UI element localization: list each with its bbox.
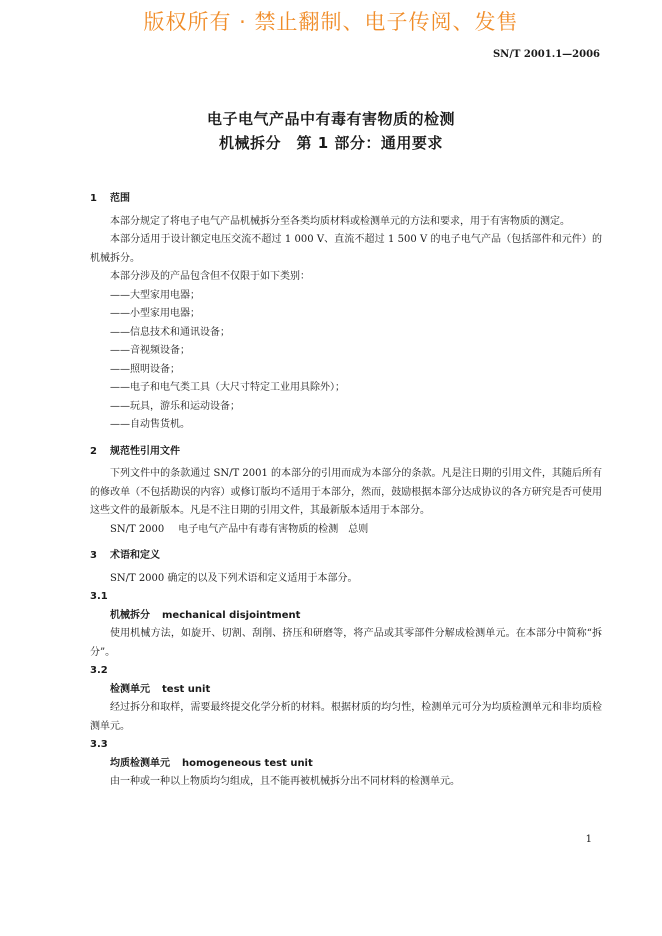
list-item: ——大型家用电器； [110, 289, 200, 301]
term-chinese: 机械拆分 [110, 609, 150, 621]
term-chinese: 均质检测单元 [110, 757, 170, 769]
reference-entry [90, 521, 602, 540]
list-item: ——小型家用电器； [110, 308, 200, 319]
list-item: ——照明设备； [110, 363, 180, 375]
section-title: 术语和定义 [110, 550, 160, 561]
page-number: 1 [585, 834, 592, 845]
list-item: ——音视频设备； [110, 345, 190, 356]
paragraph: 本部分适用于设计额定电压交流不超过 1 000 V、直流不超过 1 500 V 的电子电气产品（包括部件和元件）的机械拆分。 [90, 234, 602, 264]
paragraph: SN/T 2000 确定的以及下列术语和定义适用于本部分。 [110, 572, 358, 584]
term-number: 3.1 [90, 591, 108, 602]
list-item: ——玩具，游乐和运动设备； [110, 400, 240, 412]
term-heading [90, 681, 602, 700]
term-english: mechanical disjointment [162, 609, 301, 621]
section-title: 范围 [110, 193, 130, 204]
reference-code: SN/T 2000 [110, 523, 165, 535]
section-number: 3 [90, 550, 97, 561]
paragraph: 本部分规定了将电子电气产品机械拆分至各类均质材料或检测单元的方法和要求，用于有害物质的测定。 [110, 215, 570, 227]
section-number: 2 [90, 445, 97, 457]
standard-number: SN/T 2001.1—2006 [492, 49, 600, 60]
section-heading [90, 190, 602, 209]
term-number: 3.3 [90, 739, 108, 750]
paragraph: 下列文件中的条款通过 SN/T 2001 的本部分的引用而成为本部分的条款。凡是注日期的引用文件，其随后所有的修改单（不包括勘误的内容）或修订版均不适用于本部分，然而，鼓励根据本部分达成协议的各方研究是否可使用这些文件的最新版本。凡是不注日期的引用文件，其最新版本适用于本部分。 [90, 468, 602, 516]
term-english: homogeneous test unit [182, 757, 313, 769]
term-definition: 经过拆分和取样，需要最终提交化学分析的材料。根据材质的均匀性，检测单元可分为均质检测单元和非均质检测单元。 [90, 702, 602, 732]
reference-title: 电子电气产品中有毒有害物质的检测 总则 [178, 523, 369, 535]
section-title: 规范性引用文件 [110, 445, 180, 457]
document-body [90, 186, 602, 792]
list-item: ——自动售货机。 [110, 419, 190, 430]
term-heading [90, 755, 602, 774]
document-title-line2: 机械拆分 第 1 部分：通用要求 [219, 134, 443, 152]
term-definition: 由一种或一种以上物质均匀组成，且不能再被机械拆分出不同材料的检测单元。 [110, 776, 460, 787]
list-item: ——信息技术和通讯设备； [110, 326, 230, 338]
section-number: 1 [90, 193, 97, 204]
list-item: ——电子和电气类工具（大尺寸特定工业用具除外）； [110, 382, 345, 393]
paragraph: 本部分涉及的产品包含但不仅限于如下类别： [110, 271, 310, 282]
term-heading [90, 607, 602, 626]
term-number: 3.2 [90, 665, 108, 676]
section-heading [90, 443, 602, 462]
term-chinese: 检测单元 [110, 683, 150, 695]
term-english: test unit [162, 683, 211, 695]
document-title-line1: 电子电气产品中有毒有害物质的检测 [206, 110, 455, 128]
term-definition: 使用机械方法，如旋开、切割、刮削、挤压和研磨等，将产品或其零部件分解成检测单元。在本部分中简称“拆分”。 [90, 628, 602, 658]
section-heading [90, 547, 602, 566]
copyright-watermark: 版权所有 · 禁止翻制、电子传阅、发售 [143, 10, 519, 34]
